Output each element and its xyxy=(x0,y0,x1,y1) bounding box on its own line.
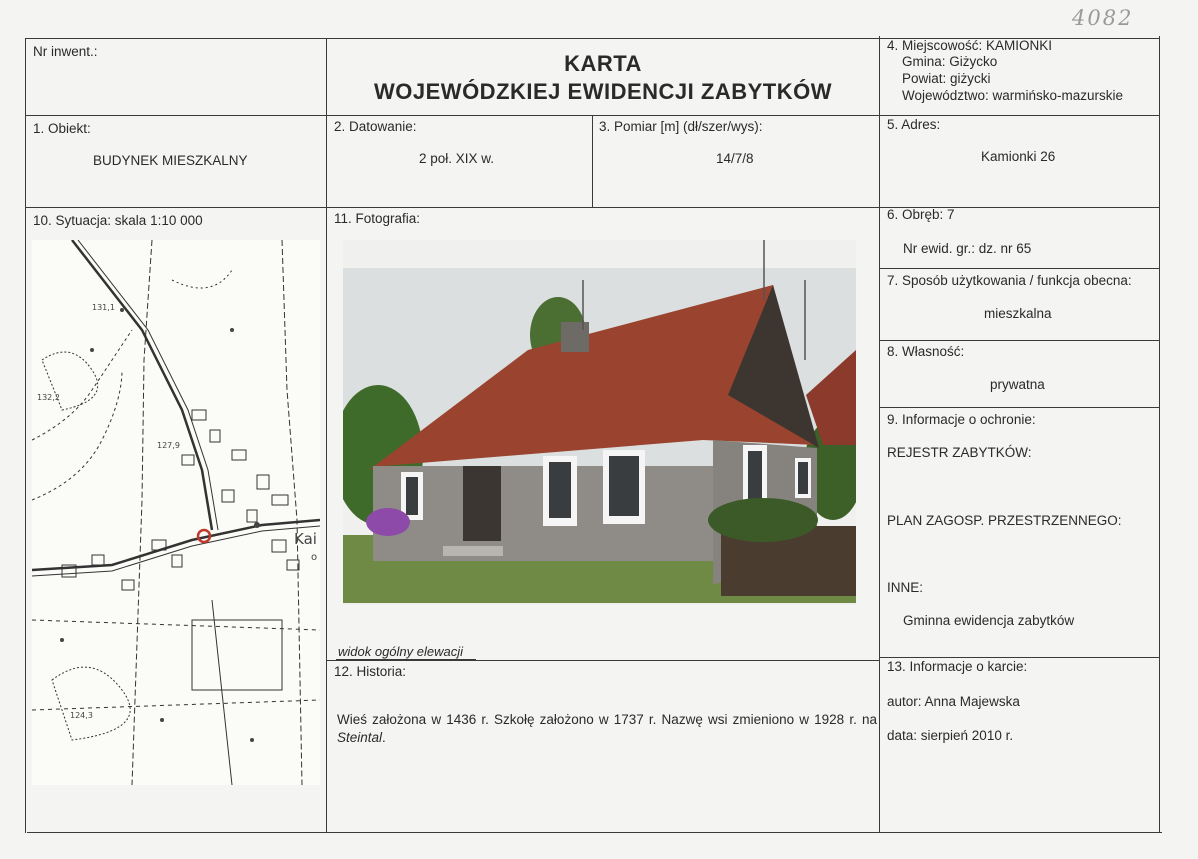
autor-value: autor: Anna Majewska xyxy=(887,694,1020,709)
obreb-label: 6. Obręb: 7 xyxy=(887,207,955,222)
sposob-label: 7. Sposób użytkowania / funkcja obecna: xyxy=(887,273,1132,288)
card-title-line-2: WOJEWÓDZKIEJ EWIDENCJI ZABYTKÓW xyxy=(374,79,832,104)
divider-historia xyxy=(326,660,880,661)
historia-text-steintal: Steintal xyxy=(337,730,383,745)
border-bottom xyxy=(27,832,1162,833)
border-left xyxy=(25,38,26,833)
situation-map xyxy=(32,240,320,785)
obiekt-value: BUDYNEK MIESZKALNY xyxy=(93,153,248,168)
inne-value: Gminna ewidencja zabytków xyxy=(903,613,1075,628)
historia-text-main: Wieś założona w 1436 r. Szkołę założono w 1737 r. Nazwę wsi zmieniono w 1928 r. na xyxy=(337,712,877,727)
sposob-value: mieszkalna xyxy=(984,306,1052,321)
map-elevation-4: 124,3 xyxy=(70,711,93,720)
divider-right-6 xyxy=(879,268,1160,269)
border-right xyxy=(1159,36,1160,833)
card-title-line-1: KARTA xyxy=(564,51,642,76)
miejscowosc-label: 4. Miejscowość: KAMIONKI xyxy=(887,38,1053,53)
pomiar-label: 3. Pomiar [m] (dł/szer/wys): xyxy=(599,119,763,134)
adres-label: 5. Adres: xyxy=(887,117,941,132)
historia-text-end: . xyxy=(382,730,386,745)
rejestr-label: REJESTR ZABYTKÓW: xyxy=(887,445,1032,460)
map-place-label-2: o xyxy=(311,552,318,563)
photo-caption-underline xyxy=(336,659,476,660)
powiat-value: Powiat: giżycki xyxy=(902,71,991,86)
datowanie-label: 2. Datowanie: xyxy=(334,119,417,134)
divider-col-2 xyxy=(592,115,593,207)
topographic-map-drawing xyxy=(32,240,320,785)
karta-label: 13. Informacje o karcie: xyxy=(887,659,1028,674)
map-place-label: Kai xyxy=(294,530,317,548)
wlasnosc-value: prywatna xyxy=(990,377,1045,392)
house-photo-drawing xyxy=(343,240,856,605)
divider-col-1 xyxy=(326,38,327,833)
divider-col-3 xyxy=(879,36,880,833)
historia-label: 12. Historia: xyxy=(334,664,407,679)
nr-ewid-value: Nr ewid. gr.: dz. nr 65 xyxy=(903,241,1032,256)
obiekt-label: 1. Obiekt: xyxy=(33,121,91,136)
plan-label: PLAN ZAGOSP. PRZESTRZENNEGO: xyxy=(887,513,1122,528)
map-elevation-3: 127,9 xyxy=(157,441,180,450)
sytuacja-label: 10. Sytuacja: skala 1:10 000 xyxy=(33,213,203,228)
ochrona-label: 9. Informacje o ochronie: xyxy=(887,412,1036,427)
divider-row-1 xyxy=(25,115,1160,116)
fotografia-label: 11. Fotografia: xyxy=(334,211,421,226)
inventory-number-handwritten: 4082 xyxy=(1072,6,1134,30)
adres-value: Kamionki 26 xyxy=(981,149,1056,164)
divider-right-7 xyxy=(879,340,1160,341)
photo-caption: widok ogólny elewacji xyxy=(338,644,464,659)
wojewodztwo-value: Województwo: warmińsko-mazurskie xyxy=(902,88,1124,103)
datowanie-value: 2 poł. XIX w. xyxy=(419,151,495,166)
divider-right-9 xyxy=(879,657,1160,658)
nr-inwent-label: Nr inwent.: xyxy=(33,44,98,59)
data-value: data: sierpień 2010 r. xyxy=(887,728,1014,743)
historia-text xyxy=(337,711,877,747)
divider-right-8 xyxy=(879,407,1160,408)
wlasnosc-label: 8. Własność: xyxy=(887,344,965,359)
gmina-value: Gmina: Giżycko xyxy=(902,54,998,69)
pomiar-value: 14/7/8 xyxy=(716,151,754,166)
map-elevation-1: 131,1 xyxy=(92,303,115,312)
inne-label: INNE: xyxy=(887,580,924,595)
map-elevation-2: 132,2 xyxy=(37,393,60,402)
divider-row-2 xyxy=(25,207,1160,208)
building-photograph xyxy=(343,240,856,605)
